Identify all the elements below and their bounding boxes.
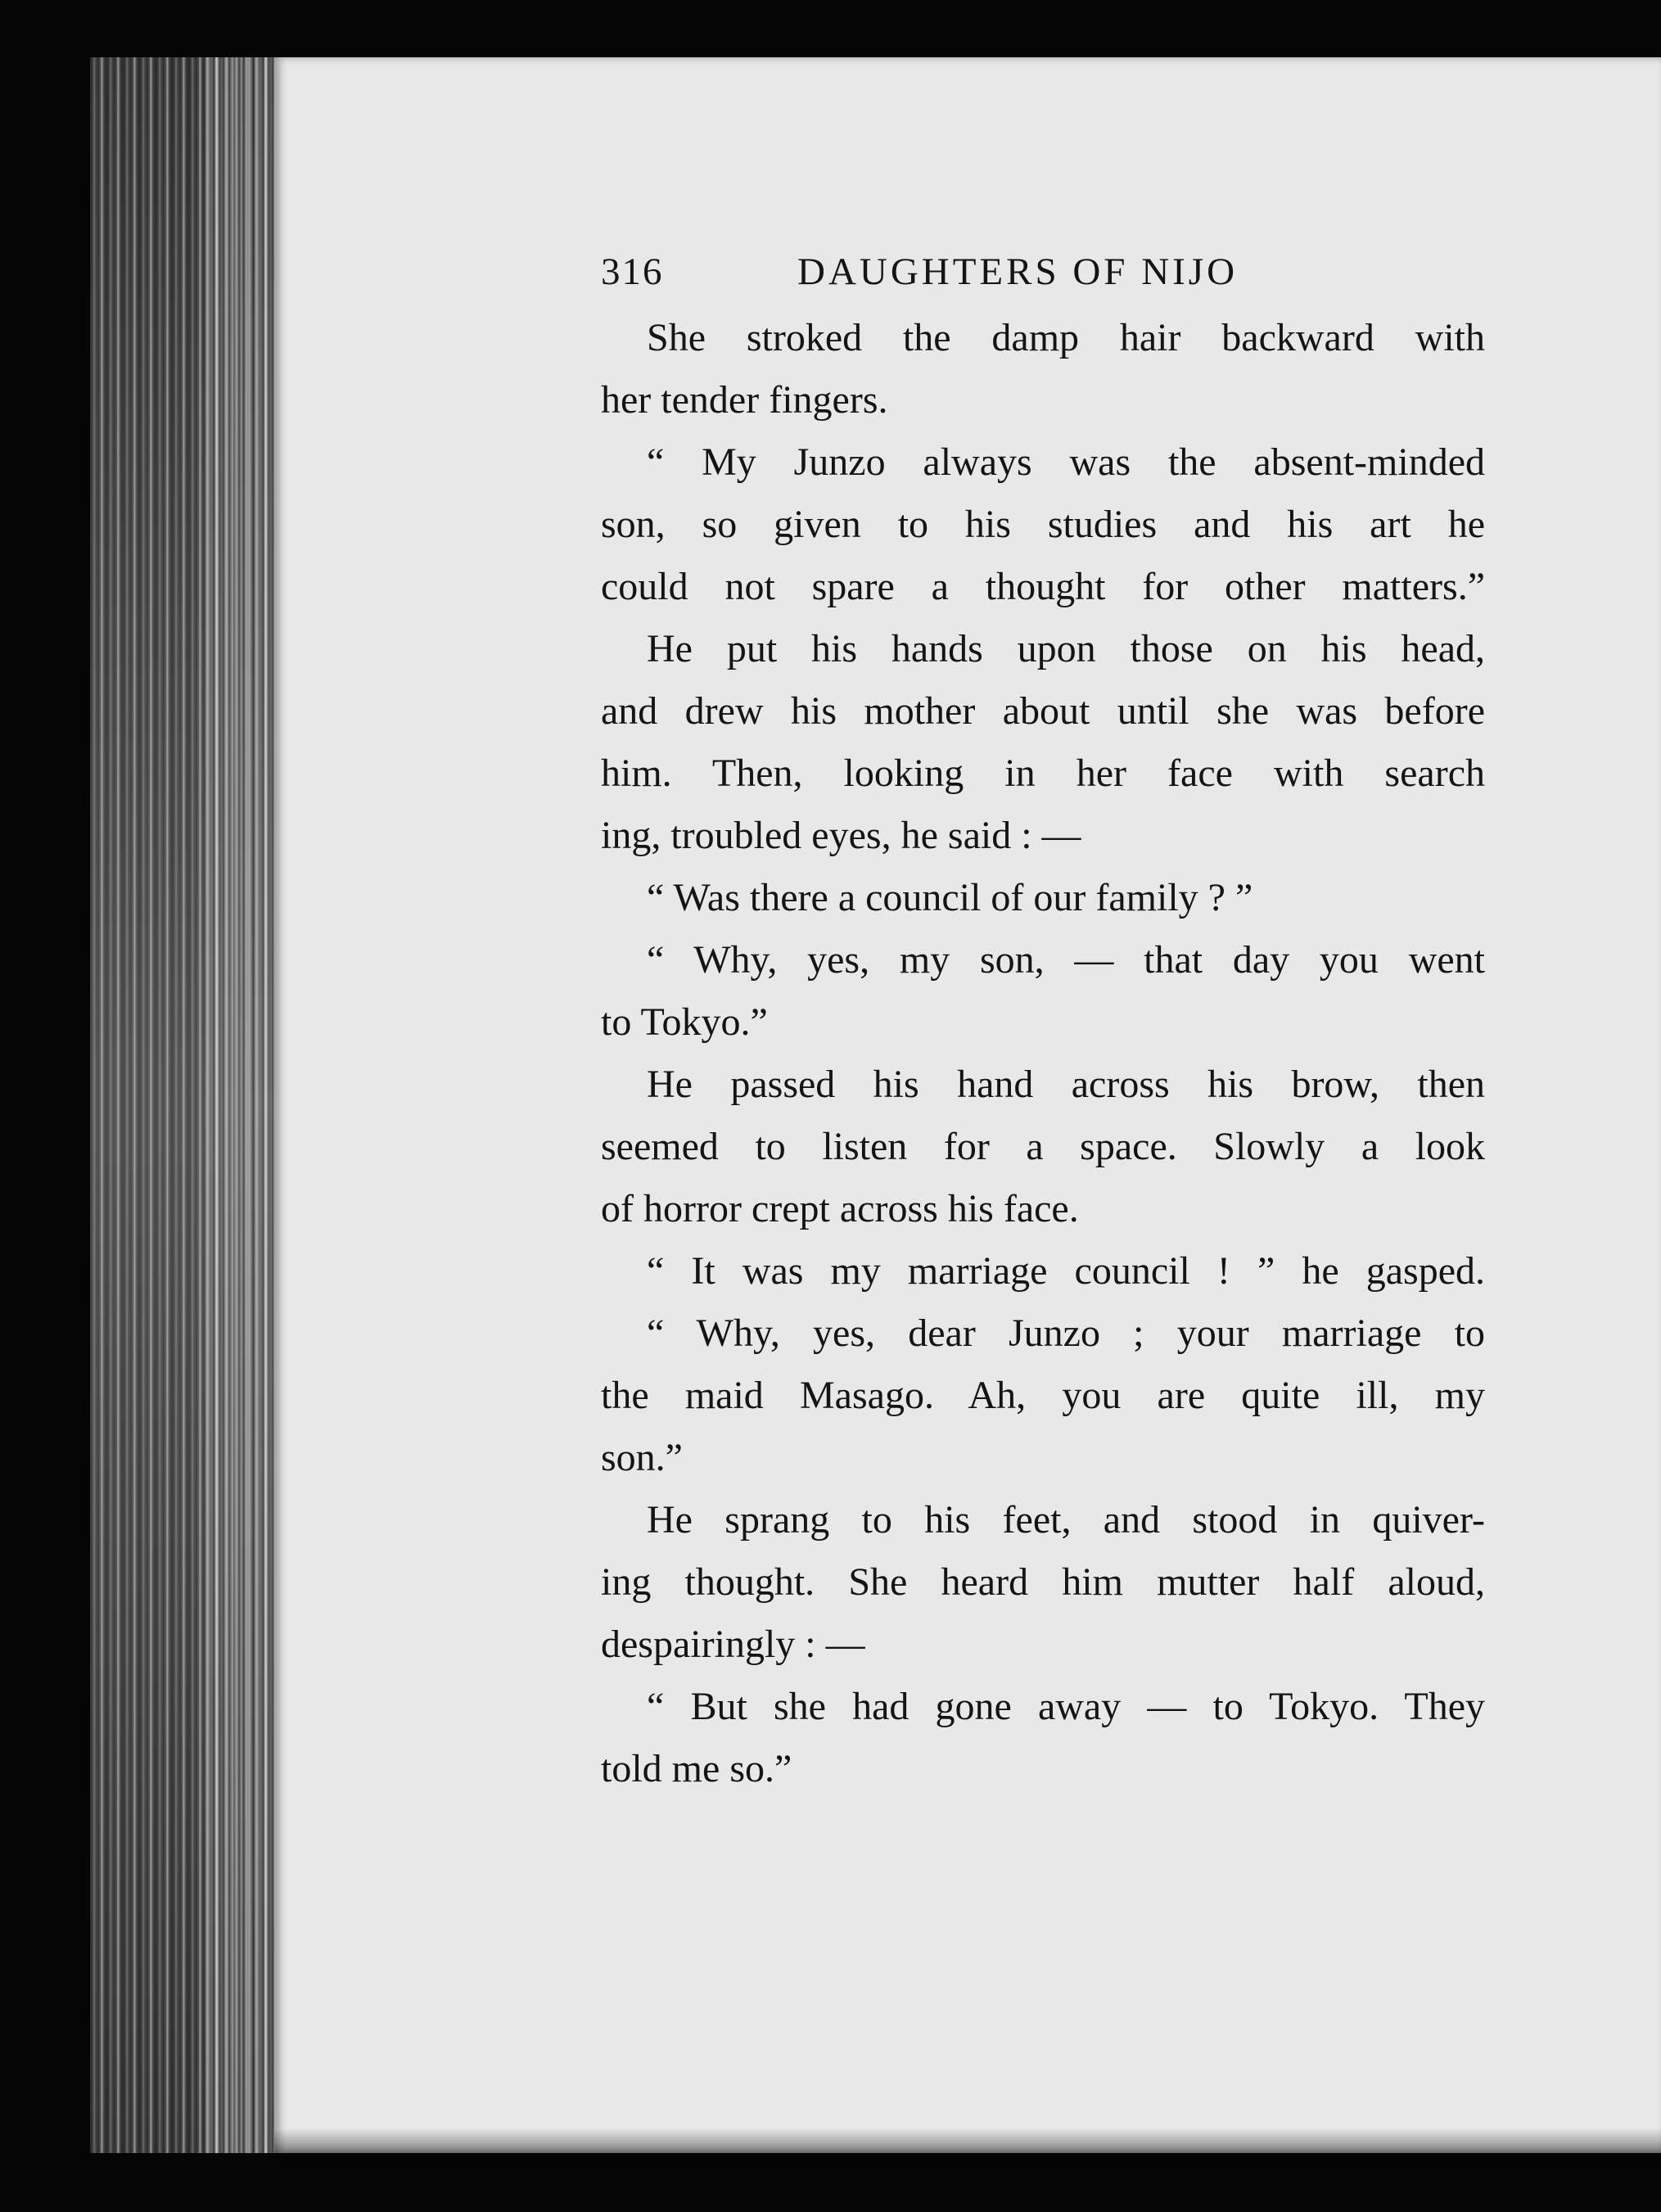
page-bottom-shadow (274, 2128, 1661, 2161)
text-line: son, so given to his studies and his art he (601, 503, 1485, 546)
text-block (601, 242, 1485, 1800)
text-line: He sprang to his feet, and stood in quiver- (647, 1498, 1485, 1542)
running-title: DAUGHTERS OF NIJO (797, 251, 1239, 293)
text-line: her tender fingers. (601, 378, 888, 422)
text-line: He put his hands upon those on his head, (647, 627, 1485, 670)
text-line: the maid Masago. Ah, you are quite ill, my (601, 1374, 1485, 1417)
text-line: ing thought. She heard him mutter half aloud, (601, 1560, 1485, 1604)
page-number: 316 (601, 251, 664, 293)
text-line: “ But she had gone away — to Tokyo. They (647, 1685, 1485, 1728)
text-line: and drew his mother about until she was before (601, 689, 1485, 733)
text-line: “ Was there a council of our family ? ” (647, 876, 1253, 919)
text-line: him. Then, looking in her face with search (601, 752, 1485, 795)
text-line: seemed to listen for a space. Slowly a look (601, 1125, 1485, 1168)
text-line: “ My Junzo always was the absent-minded (647, 440, 1485, 484)
text-line: could not spare a thought for other matters.” (601, 565, 1485, 608)
text-line: son.” (601, 1436, 683, 1479)
text-line: to Tokyo.” (601, 1000, 768, 1044)
text-line: ing, troubled eyes, he said : — (601, 814, 1081, 857)
text-line: of horror crept across his face. (601, 1187, 1079, 1230)
text-line: He passed his hand across his brow, then (647, 1063, 1485, 1106)
text-line: told me so.” (601, 1747, 792, 1790)
running-head (601, 242, 1485, 307)
page-edge-highlight (205, 57, 278, 2153)
text-line: despairingly : — (601, 1623, 865, 1666)
text-line: She stroked the damp hair backward with (647, 316, 1485, 359)
body-text (601, 307, 1485, 1800)
text-line: “ Why, yes, my son, — that day you went (647, 938, 1485, 982)
text-line: “ It was my marriage council ! ” he gasped. (647, 1249, 1485, 1293)
text-line: “ Why, yes, dear Junzo ; your marriage to (647, 1311, 1485, 1355)
